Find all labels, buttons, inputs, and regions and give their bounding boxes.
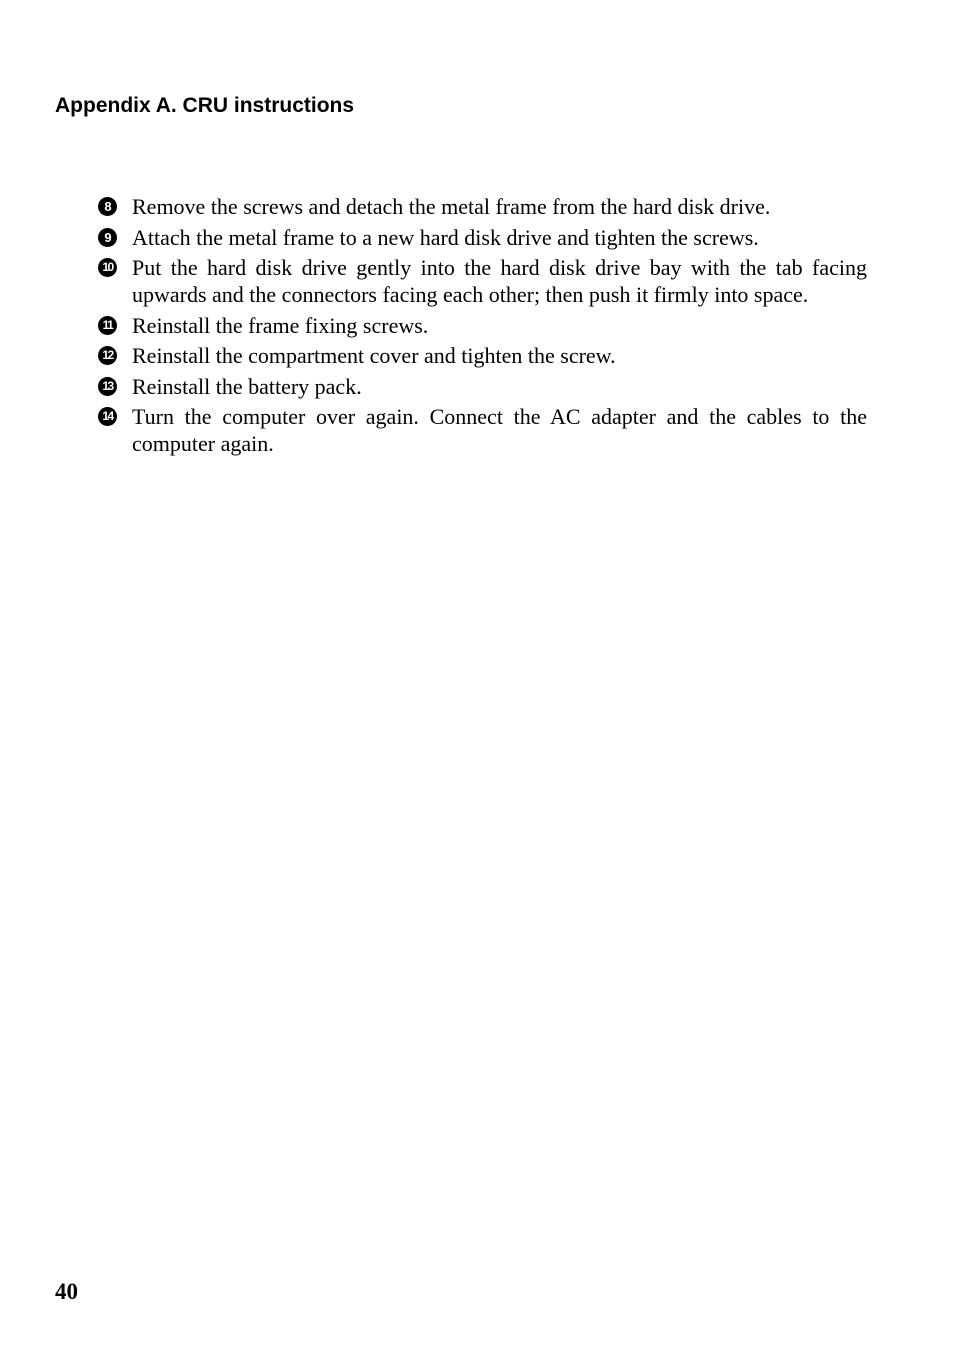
step-text: Turn the computer over again. Connect the AC adapter and the cables to the computer again. (132, 404, 867, 456)
step-text: Reinstall the battery pack. (132, 373, 362, 399)
step-item (97, 403, 867, 457)
step-number-badge: 13 (98, 377, 117, 396)
step-item (97, 312, 867, 339)
step-text: Remove the screws and detach the metal frame from the hard disk drive. (132, 194, 771, 219)
step-text: Reinstall the compartment cover and tighten the screw. (132, 343, 616, 368)
step-item (97, 373, 867, 400)
step-item (97, 193, 867, 220)
page-number: 40 (55, 1279, 78, 1304)
section-heading: Appendix A. CRU instructions (55, 94, 355, 117)
step-number-badge: 12 (98, 346, 117, 365)
step-number-badge: 14 (98, 407, 117, 426)
step-list (97, 193, 867, 461)
step-text: Attach the metal frame to a new hard disk drive and tighten the screws. (132, 224, 759, 250)
step-number-badge: 8 (98, 197, 117, 216)
step-item (97, 254, 867, 308)
step-item (97, 342, 867, 369)
step-text: Put the hard disk drive gently into the hard disk drive bay with the tab facing upwards and the connectors facing each other; then push it firmly into space. (132, 255, 867, 307)
step-text: Reinstall the frame fixing screws. (132, 312, 429, 338)
step-number-badge: 11 (98, 316, 117, 335)
step-number-badge: 9 (98, 228, 117, 247)
step-item (97, 224, 867, 251)
step-number-badge: 10 (98, 258, 117, 277)
